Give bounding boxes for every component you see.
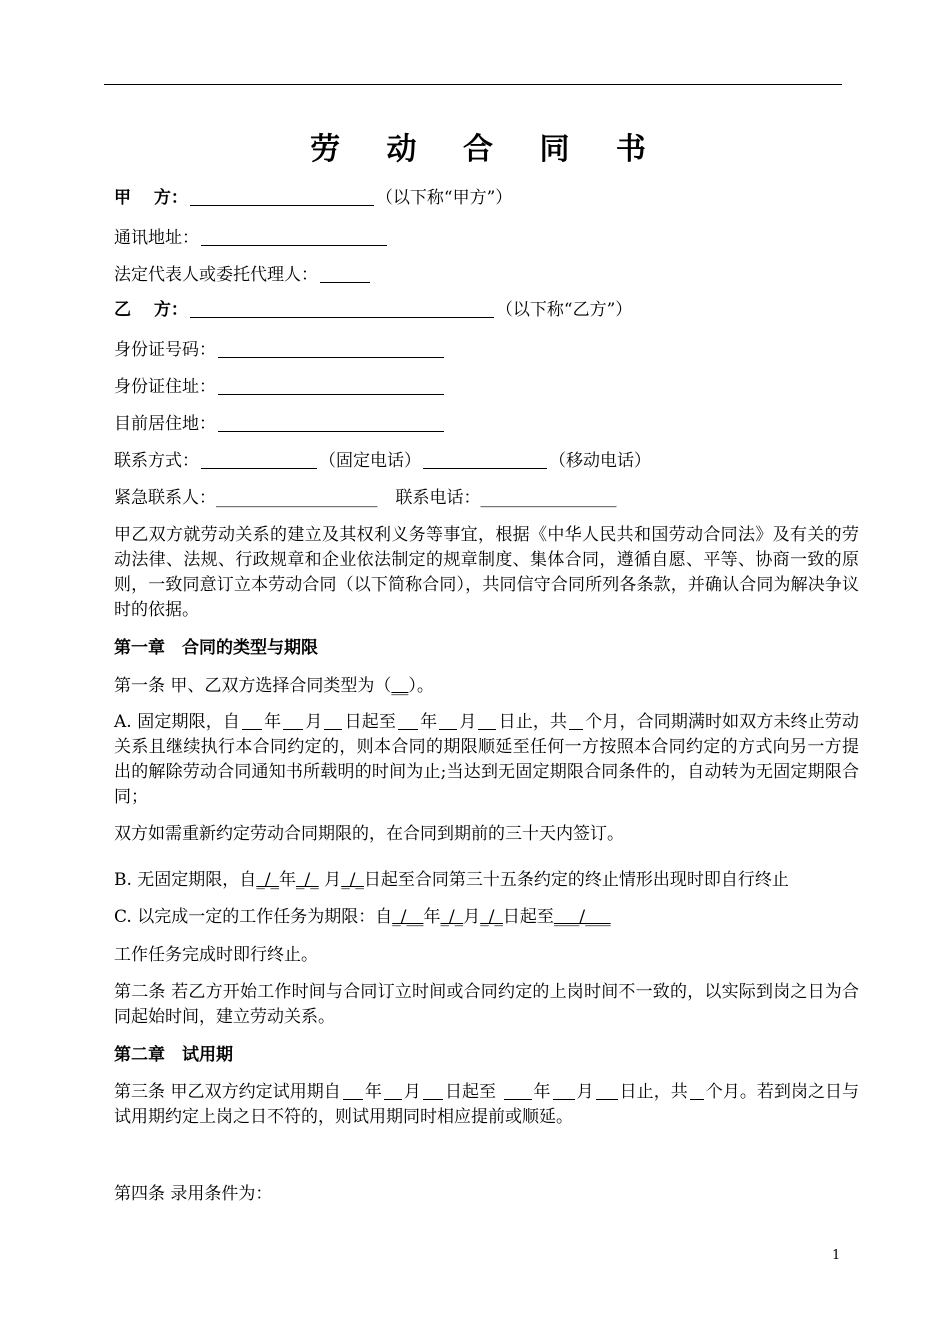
- representative-field[interactable]: [320, 264, 370, 283]
- mobile-phone-field[interactable]: [423, 450, 547, 469]
- blank[interactable]: [324, 711, 342, 730]
- party-a-field[interactable]: [190, 187, 374, 206]
- blank[interactable]: _/_: [341, 870, 364, 890]
- blank[interactable]: [478, 711, 496, 730]
- blank[interactable]: [343, 1081, 363, 1100]
- intro-paragraph: 甲乙双方就劳动关系的建立及其权利义务等事宜，根据《中华人民共和国劳动合同法》及有关的劳动法律、法规、行政规章和企业依法制定的规章制度、集体合同，遵循自愿、平等、协商一致的原则，一致同意订立本劳动合同（以下简称合同），共同信守合同所列各条款，并确认合同为解决争议时的依据。: [114, 525, 859, 620]
- blank[interactable]: _/_: [256, 870, 280, 890]
- blank[interactable]: [423, 1081, 443, 1100]
- blank[interactable]: [596, 1081, 618, 1100]
- representative-label: 法定代表人或委托代理人：: [114, 265, 318, 285]
- blank[interactable]: _/__: [392, 907, 424, 927]
- option-c-line: C. 以完成一定的工作任务为期限：自_/__年_/_月_/_日起至___/___: [114, 907, 611, 927]
- page-number: 1: [832, 1248, 841, 1263]
- article-1: [114, 674, 434, 698]
- option-a-paragraph: A. 固定期限，自 年 月 日起至 年 月 日止，共 个月，合同期满时如双方未终止劳动关系且继续执行本合同约定的，则本合同的期限顺延至任何一方按照本合同约定的方式向另一方提出的解除劳动合同通知书所载明的时间为止;当达到无固定期限合同条件的，自动转为无固定期限合同；: [114, 712, 860, 807]
- chapter-1-heading: 第一章 合同的类型与期限: [114, 638, 318, 658]
- blank[interactable]: _/_: [296, 870, 319, 890]
- id-address-field[interactable]: [218, 376, 444, 395]
- emergency-phone-label: 联系电话：________________: [395, 488, 617, 508]
- article-4: 第四条 录用条件为：: [114, 1184, 273, 1204]
- blank[interactable]: [504, 1081, 532, 1100]
- blank[interactable]: [690, 1081, 704, 1100]
- residence-label: 目前居住地：: [114, 414, 216, 434]
- blank[interactable]: [553, 1081, 575, 1100]
- article-2: 第二条 若乙方开始工作时间与合同订立时间或合同约定的上岗时间不一致的，以实际到岗之日为合同起始时间，建立劳动关系。: [114, 982, 859, 1027]
- article-1-end: ）。: [408, 676, 434, 696]
- emergency-line: [114, 486, 617, 510]
- fixed-phone-field[interactable]: [201, 450, 317, 469]
- party-a-line: [114, 186, 512, 210]
- residence-line: [114, 412, 446, 436]
- party-b-line: [114, 298, 632, 322]
- blank[interactable]: [384, 1081, 402, 1100]
- article-3: 第三条 甲乙双方约定试用期自 年 月 日起至 年 月 日止，共 个月。若到岗之日与试用期约定上岗之日不符的，则试用期同时相应提前或顺延。: [114, 1082, 860, 1127]
- party-b-field[interactable]: [190, 299, 494, 318]
- party-a-suffix: （以下称“甲方”）: [375, 188, 513, 208]
- article-1-text: 第一条 甲、乙双方选择合同类型为（: [114, 676, 392, 696]
- party-b-label: 乙 方：: [114, 300, 188, 320]
- blank[interactable]: [283, 711, 303, 730]
- contract-type-blank[interactable]: __: [391, 676, 409, 696]
- address-field[interactable]: [201, 227, 387, 246]
- blank[interactable]: [242, 711, 262, 730]
- mobile-phone-label: （移动电话）: [549, 451, 651, 471]
- option-b-line: B. 无固定期限，自_/_年_/_ 月_/_日起至合同第三十五条约定的终止情形出现时即自行终止: [114, 870, 789, 890]
- address-label: 通讯地址：: [114, 228, 199, 248]
- blank[interactable]: [398, 711, 418, 730]
- id-address-label: 身份证住址：: [114, 377, 216, 397]
- blank[interactable]: _/_: [480, 907, 503, 927]
- blank[interactable]: ___/___: [553, 907, 611, 927]
- document-title: 劳 动 合 同 书: [310, 132, 664, 167]
- chapter-2-heading: 第二章 试用期: [114, 1045, 233, 1065]
- task-end-line: 工作任务完成时即行终止。: [114, 945, 318, 965]
- contact-line: [114, 449, 651, 473]
- residence-field[interactable]: [218, 413, 444, 432]
- address-line: [114, 226, 389, 250]
- party-b-suffix: （以下称“乙方”）: [495, 300, 633, 320]
- header-rule: [104, 84, 842, 85]
- emergency-contact-label: 紧急联系人：___________________: [114, 488, 378, 508]
- blank[interactable]: [439, 711, 457, 730]
- renewal-note: 双方如需重新约定劳动合同期限的，在合同到期前的三十天内签订。: [114, 824, 624, 844]
- id-number-label: 身份证号码：: [114, 340, 216, 360]
- contact-label: 联系方式：: [114, 451, 199, 471]
- blank[interactable]: [569, 711, 583, 730]
- id-address-line: [114, 375, 446, 399]
- id-number-field[interactable]: [218, 339, 444, 358]
- party-a-label: 甲 方：: [114, 188, 188, 208]
- blank[interactable]: _/_: [440, 907, 464, 927]
- representative-line: [114, 263, 372, 287]
- fixed-phone-label: （固定电话）: [319, 451, 421, 471]
- id-number-line: [114, 338, 446, 362]
